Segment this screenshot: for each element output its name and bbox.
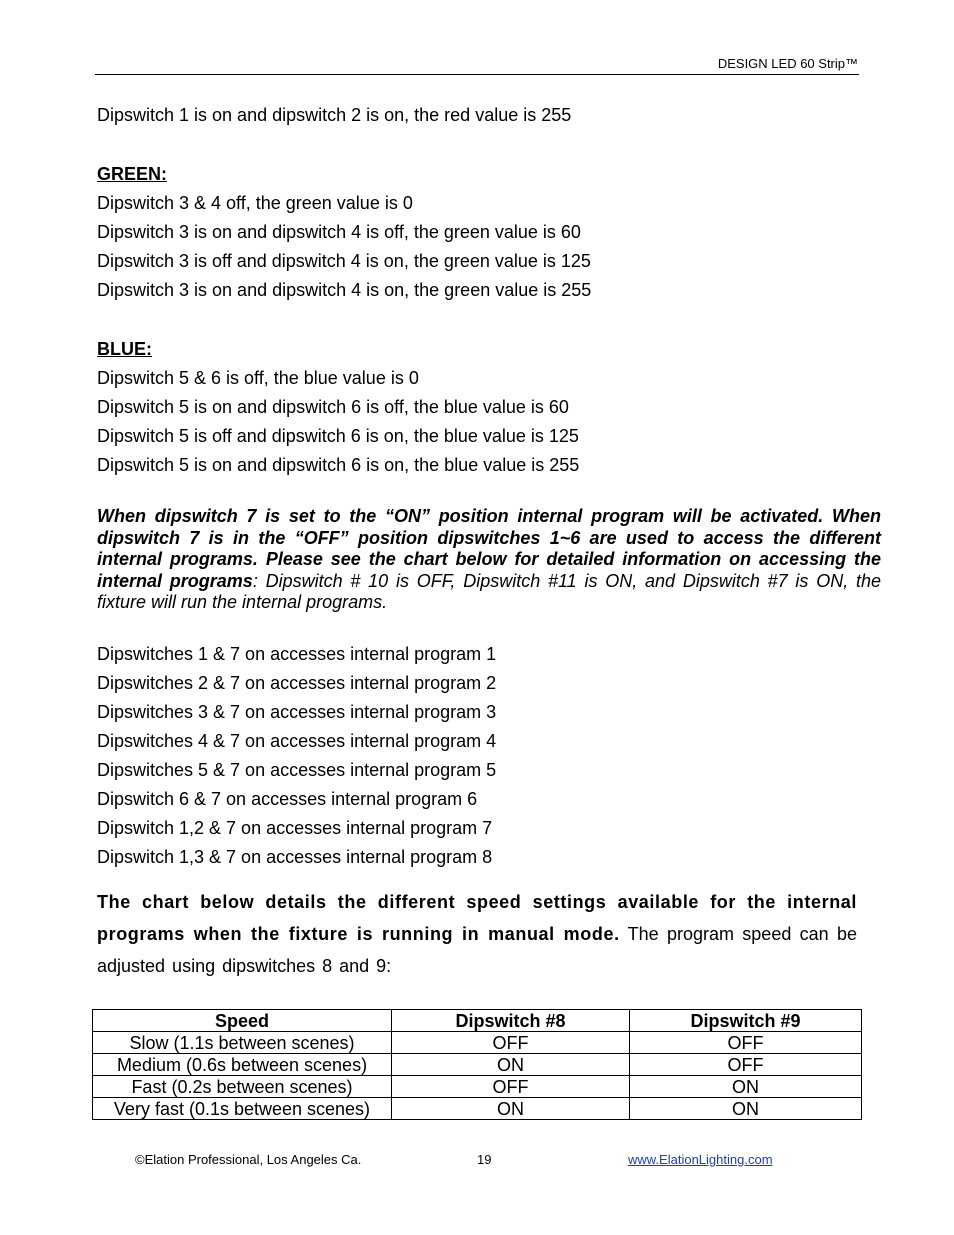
- table-row: [93, 1098, 862, 1120]
- speed-table-header-dip9: Dipswitch #9: [630, 1010, 862, 1032]
- table-cell-speed: Medium (0.6s between scenes): [93, 1054, 392, 1076]
- table-cell-dip8: ON: [392, 1098, 630, 1120]
- footer-page-number: 19: [477, 1152, 492, 1167]
- program-line-6: Dipswitch 6 & 7 on accesses internal program 6: [97, 789, 478, 809]
- green-line-1: Dipswitch 3 & 4 off, the green value is 0: [97, 193, 413, 213]
- green-line-3: Dipswitch 3 is off and dipswitch 4 is on, the green value is 125: [97, 251, 591, 271]
- blue-line-2: Dipswitch 5 is on and dipswitch 6 is off, the blue value is 60: [97, 397, 569, 417]
- table-cell-speed: Very fast (0.1s between scenes): [93, 1098, 392, 1120]
- speed-table-header-speed: Speed: [93, 1010, 392, 1032]
- blue-line-3: Dipswitch 5 is off and dipswitch 6 is on, the blue value is 125: [97, 426, 579, 446]
- speed-table: [92, 1009, 862, 1120]
- blue-line-4: Dipswitch 5 is on and dipswitch 6 is on, the blue value is 255: [97, 455, 580, 475]
- table-cell-dip8: OFF: [392, 1076, 630, 1098]
- table-cell-dip9: ON: [630, 1076, 862, 1098]
- table-cell-speed: Fast (0.2s between scenes): [93, 1076, 392, 1098]
- green-line-4: Dipswitch 3 is on and dipswitch 4 is on, the green value is 255: [97, 280, 592, 300]
- table-cell-dip9: ON: [630, 1098, 862, 1120]
- internal-program-note-bold: When dipswitch 7 is set to the “ON” position internal program will be activated. When dipswitch 7 is in the “OFF” position dipswitches 1~6 are used to access the different internal programs. Please see the chart below for detailed information on accessing the internal programs: [97, 506, 881, 591]
- speed-intro: [97, 886, 857, 982]
- header-rule: [95, 74, 859, 75]
- table-cell-dip9: OFF: [630, 1032, 862, 1054]
- blue-line-1: Dipswitch 5 & 6 is off, the blue value is 0: [97, 368, 419, 388]
- green-heading: GREEN:: [97, 164, 168, 184]
- program-line-1: Dipswitches 1 & 7 on accesses internal program 1: [97, 644, 497, 664]
- speed-intro-bold: The chart below details the different speed settings available for the internal programs when the fixture is running in manual mode.: [97, 892, 857, 944]
- table-cell-dip9: OFF: [630, 1054, 862, 1076]
- footer-copyright: ©Elation Professional, Los Angeles Ca.: [135, 1152, 362, 1167]
- table-row: [93, 1032, 862, 1054]
- speed-table-header-dip8: Dipswitch #8: [392, 1010, 630, 1032]
- program-line-5: Dipswitches 5 & 7 on accesses internal program 5: [97, 760, 497, 780]
- program-line-8: Dipswitch 1,3 & 7 on accesses internal program 8: [97, 847, 493, 867]
- header-title: DESIGN LED 60 Strip™: [717, 56, 858, 71]
- table-cell-dip8: OFF: [392, 1032, 630, 1054]
- internal-program-note: [97, 506, 881, 614]
- table-row: [93, 1076, 862, 1098]
- red-line-4: Dipswitch 1 is on and dipswitch 2 is on, the red value is 255: [97, 105, 572, 125]
- green-line-2: Dipswitch 3 is on and dipswitch 4 is off, the green value is 60: [97, 222, 581, 242]
- program-line-7: Dipswitch 1,2 & 7 on accesses internal program 7: [97, 818, 493, 838]
- table-row: [93, 1054, 862, 1076]
- internal-program-note-rest: : Dipswitch # 10 is OFF, Dipswitch #11 is ON, and Dipswitch #7 is ON, the fixture will run the internal programs.: [97, 570, 881, 612]
- table-cell-speed: Slow (1.1s between scenes): [93, 1032, 392, 1054]
- table-cell-dip8: ON: [392, 1054, 630, 1076]
- blue-heading: BLUE:: [97, 339, 152, 359]
- program-line-2: Dipswitches 2 & 7 on accesses internal program 2: [97, 673, 497, 693]
- speed-table-header-row: [93, 1010, 862, 1032]
- footer-website-link[interactable]: www.ElationLighting.com: [628, 1152, 773, 1167]
- speed-intro-rest: The program speed can be adjusted using dipswitches 8 and 9:: [97, 924, 857, 976]
- program-line-3: Dipswitches 3 & 7 on accesses internal program 3: [97, 702, 497, 722]
- program-line-4: Dipswitches 4 & 7 on accesses internal program 4: [97, 731, 497, 751]
